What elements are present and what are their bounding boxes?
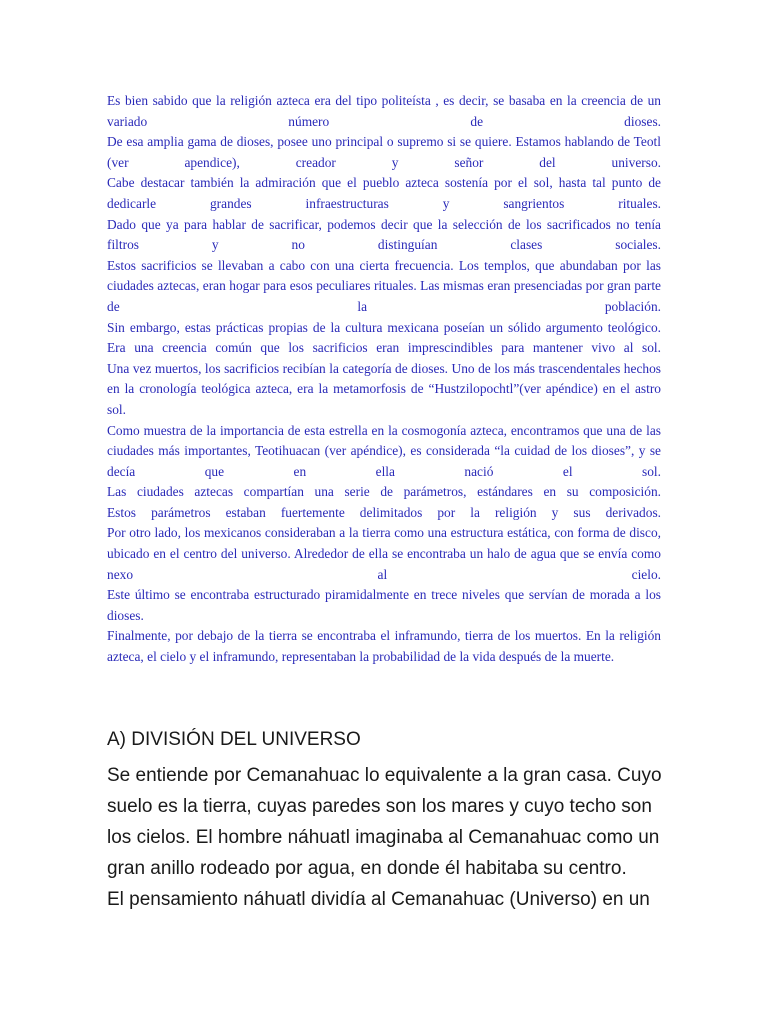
blue-text-block	[107, 91, 661, 668]
section-heading: A) DIVISIÓN DEL UNIVERSO	[107, 729, 361, 750]
black-paragraph-2: El pensamiento náhuatl dividía al Cemanahuac (Universo) en un	[107, 889, 650, 910]
blue-paragraph-1: Es bien sabido que la religión azteca era del tipo politeísta , es decir, se basaba en la creencia de un variado número de dioses.	[107, 93, 661, 129]
blue-paragraph-10: Estos parámetros estaban fuertemente delimitados por la religión y sus derivados.	[107, 504, 661, 520]
blue-paragraph-7: Una vez muertos, los sacrificios recibían la categoría de dioses. Uno de los más trascendentales hechos en la cronología teológica azteca, era la metamorfosis de “Hustzilopochtl”(ver apéndice) en el astro sol.	[107, 360, 661, 417]
blue-paragraph-11: Por otro lado, los mexicanos consideraban a la tierra como una estructura estática, con forma de disco, ubicado en el centro del universo. Alrededor de ella se encontraba un halo de agua que se envía como nexo al cielo.	[107, 525, 661, 582]
blue-paragraph-5: Estos sacrificios se llevaban a cabo con una cierta frecuencia. Los templos, que abundaban por las ciudades aztecas, eran hogar para esos peculiares rituales. Las mismas eran presenciadas por gran parte de la población.	[107, 257, 661, 314]
blue-paragraph-3: Cabe destacar también la admiración que el pueblo azteca sostenía por el sol, hasta tal punto de dedicarle grandes infraestructuras y sangrientos rituales.	[107, 175, 661, 211]
blue-paragraph-6: Sin embargo, estas prácticas propias de la cultura mexicana poseían un sólido argumento teológico. Era una creencia común que los sacrificios eran imprescindibles para mantener vivo al sol.	[107, 319, 661, 356]
blue-paragraph-12: Este último se encontraba estructurado piramidalmente en trece niveles que servían de morada a los dioses.	[107, 587, 661, 623]
black-text-block	[107, 760, 667, 915]
black-paragraph-1: Se entiende por Cemanahuac lo equivalente a la gran casa. Cuyo suelo es la tierra, cuyas paredes son los mares y cuyo techo son los cielos. El hombre náhuatl imaginaba al Cemanahuac como un gran anillo rodeado por agua, en donde él habitaba su centro.	[107, 765, 662, 879]
blue-paragraph-4: Dado que ya para hablar de sacrificar, podemos decir que la selección de los sacrificados no tenía filtros y no distinguían clases sociales.	[107, 216, 661, 253]
blue-paragraph-8: Como muestra de la importancia de esta estrella en la cosmogonía azteca, encontramos que una de las ciudades más importantes, Teotihuacan (ver apéndice), es considerada “la cuidad de los dioses”, y se decía que en ella nació el sol.	[107, 422, 661, 479]
blue-paragraph-13: Finalmente, por debajo de la tierra se encontraba el inframundo, tierra de los muertos. En la religión azteca, el cielo y el inframundo, representaban la probabilidad de la vida después de la muerte.	[107, 628, 661, 665]
blue-paragraph-2: De esa amplia gama de dioses, posee uno principal o supremo si se quiere. Estamos hablando de Teotl (ver apendice), creador y señor del universo.	[107, 134, 661, 170]
blue-paragraph-9: Las ciudades aztecas compartían una serie de parámetros, estándares en su composición.	[107, 484, 661, 500]
